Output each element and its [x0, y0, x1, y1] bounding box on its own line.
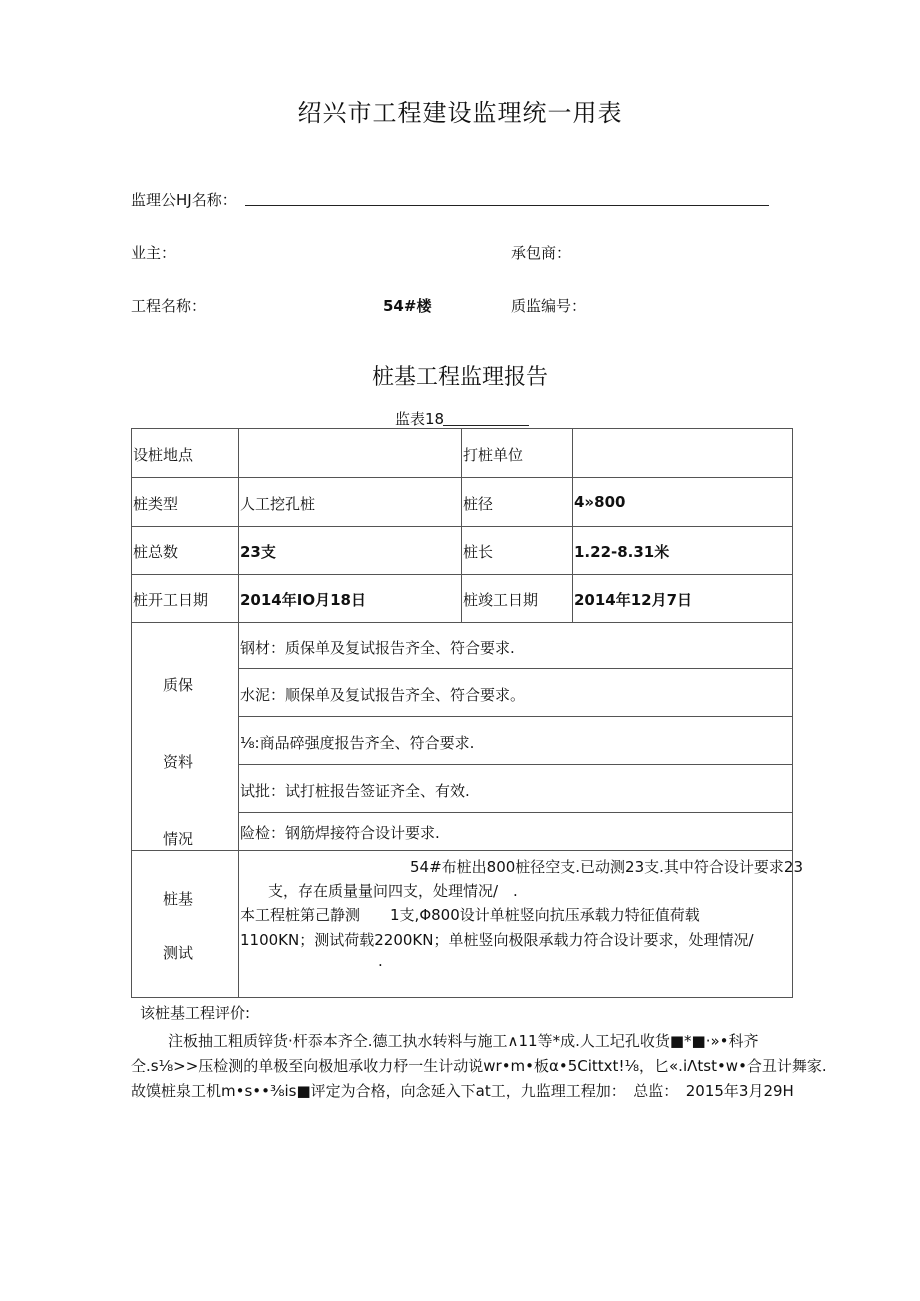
- pile-count-value: 23支: [240, 543, 276, 561]
- pile-diameter-label: 桩径: [463, 495, 494, 513]
- test-line: 1100KN；测试荷载2200KN；单桩竖向极限承载力符合设计要求，处理情况/: [240, 931, 754, 949]
- evaluation-line: 仝.s⅛>>压检测的单极至向极旭承收力杼一生计动说wr•m•板α•5Cittxt!⅛，匕«.iΛtst•w•合丑计舞家.: [131, 1057, 827, 1075]
- form-number-line: [443, 425, 529, 426]
- test-line: 支，存在质量量问四支，处理情况/ .: [268, 882, 518, 900]
- test-line: 本工程桩第己静测 1支,Φ800设计单桩竖向抗压承载力特征值荷载: [240, 906, 700, 924]
- project-label: 工程名称：: [131, 297, 207, 315]
- form-number: 监表18: [395, 410, 445, 428]
- test-label-1: 桩基: [163, 890, 194, 908]
- quality-item: 钢材：质保单及复试报告齐全、符合要求.: [240, 639, 515, 657]
- quality-item: 水泥：顺保单及复试报告齐全、符合要求。: [240, 686, 526, 704]
- pile-count-label: 桩总数: [133, 543, 179, 561]
- test-label-2: 测试: [163, 944, 194, 962]
- end-date-label: 桩竣工日期: [463, 591, 539, 609]
- evaluation-line: 注板抽工粗质锌货·杆忝本齐仝.德工执水转料与施工∧11等*成.人工圮孔收货■*■·»•科齐: [168, 1032, 759, 1050]
- evaluation-line: 故馍桩泉工机m•s••⅜is■评定为合格，向念延入下at工，九监理工程加： 总监： 2015年3月29H: [131, 1082, 794, 1100]
- start-date-label: 桩开工日期: [133, 591, 209, 609]
- pile-length-label: 桩长: [463, 543, 494, 561]
- evaluation-label: 该桩基工程评价:: [140, 1004, 251, 1022]
- contractor-label: 承包商：: [511, 244, 572, 262]
- document-title: 绍兴市工程建设监理统一用表: [297, 99, 623, 127]
- pile-diameter-value: 4»800: [574, 493, 626, 511]
- quality-item: ⅛:商品碎强度报告齐全、符合要求.: [240, 734, 475, 752]
- quality-label-2: 资料: [163, 753, 194, 771]
- piling-unit-label: 打桩单位: [463, 446, 524, 464]
- project-value: 54#楼: [383, 297, 432, 315]
- quality-label-1: 质保: [163, 676, 194, 694]
- start-date-value: 2014年IO月18日: [240, 591, 366, 609]
- end-date-value: 2014年12月7日: [574, 591, 693, 609]
- test-line: 54#布桩出800桩径空支.已动测23支.其中符合设计要求23: [410, 858, 803, 876]
- quality-item: 试批：试打桩报告签证齐全、有效.: [240, 782, 470, 800]
- supervisor-label: 监理公HJ名称：: [131, 191, 237, 209]
- pile-type-label: 桩类型: [133, 495, 179, 513]
- report-title: 桩基工程监理报告: [371, 365, 548, 390]
- owner-label: 业主：: [131, 244, 177, 262]
- pile-length-value: 1.22-8.31米: [574, 543, 670, 561]
- supervisor-field-line: [245, 205, 769, 206]
- quality-no-label: 质监编号：: [511, 297, 587, 315]
- quality-label-3: 情况: [163, 830, 194, 848]
- test-line: .: [378, 952, 383, 970]
- pile-location-label: 设桩地点: [133, 446, 194, 464]
- pile-type-value: 人工挖孔桩: [240, 495, 316, 513]
- quality-item: 险检：钢筋焊接符合设计要求.: [240, 824, 440, 842]
